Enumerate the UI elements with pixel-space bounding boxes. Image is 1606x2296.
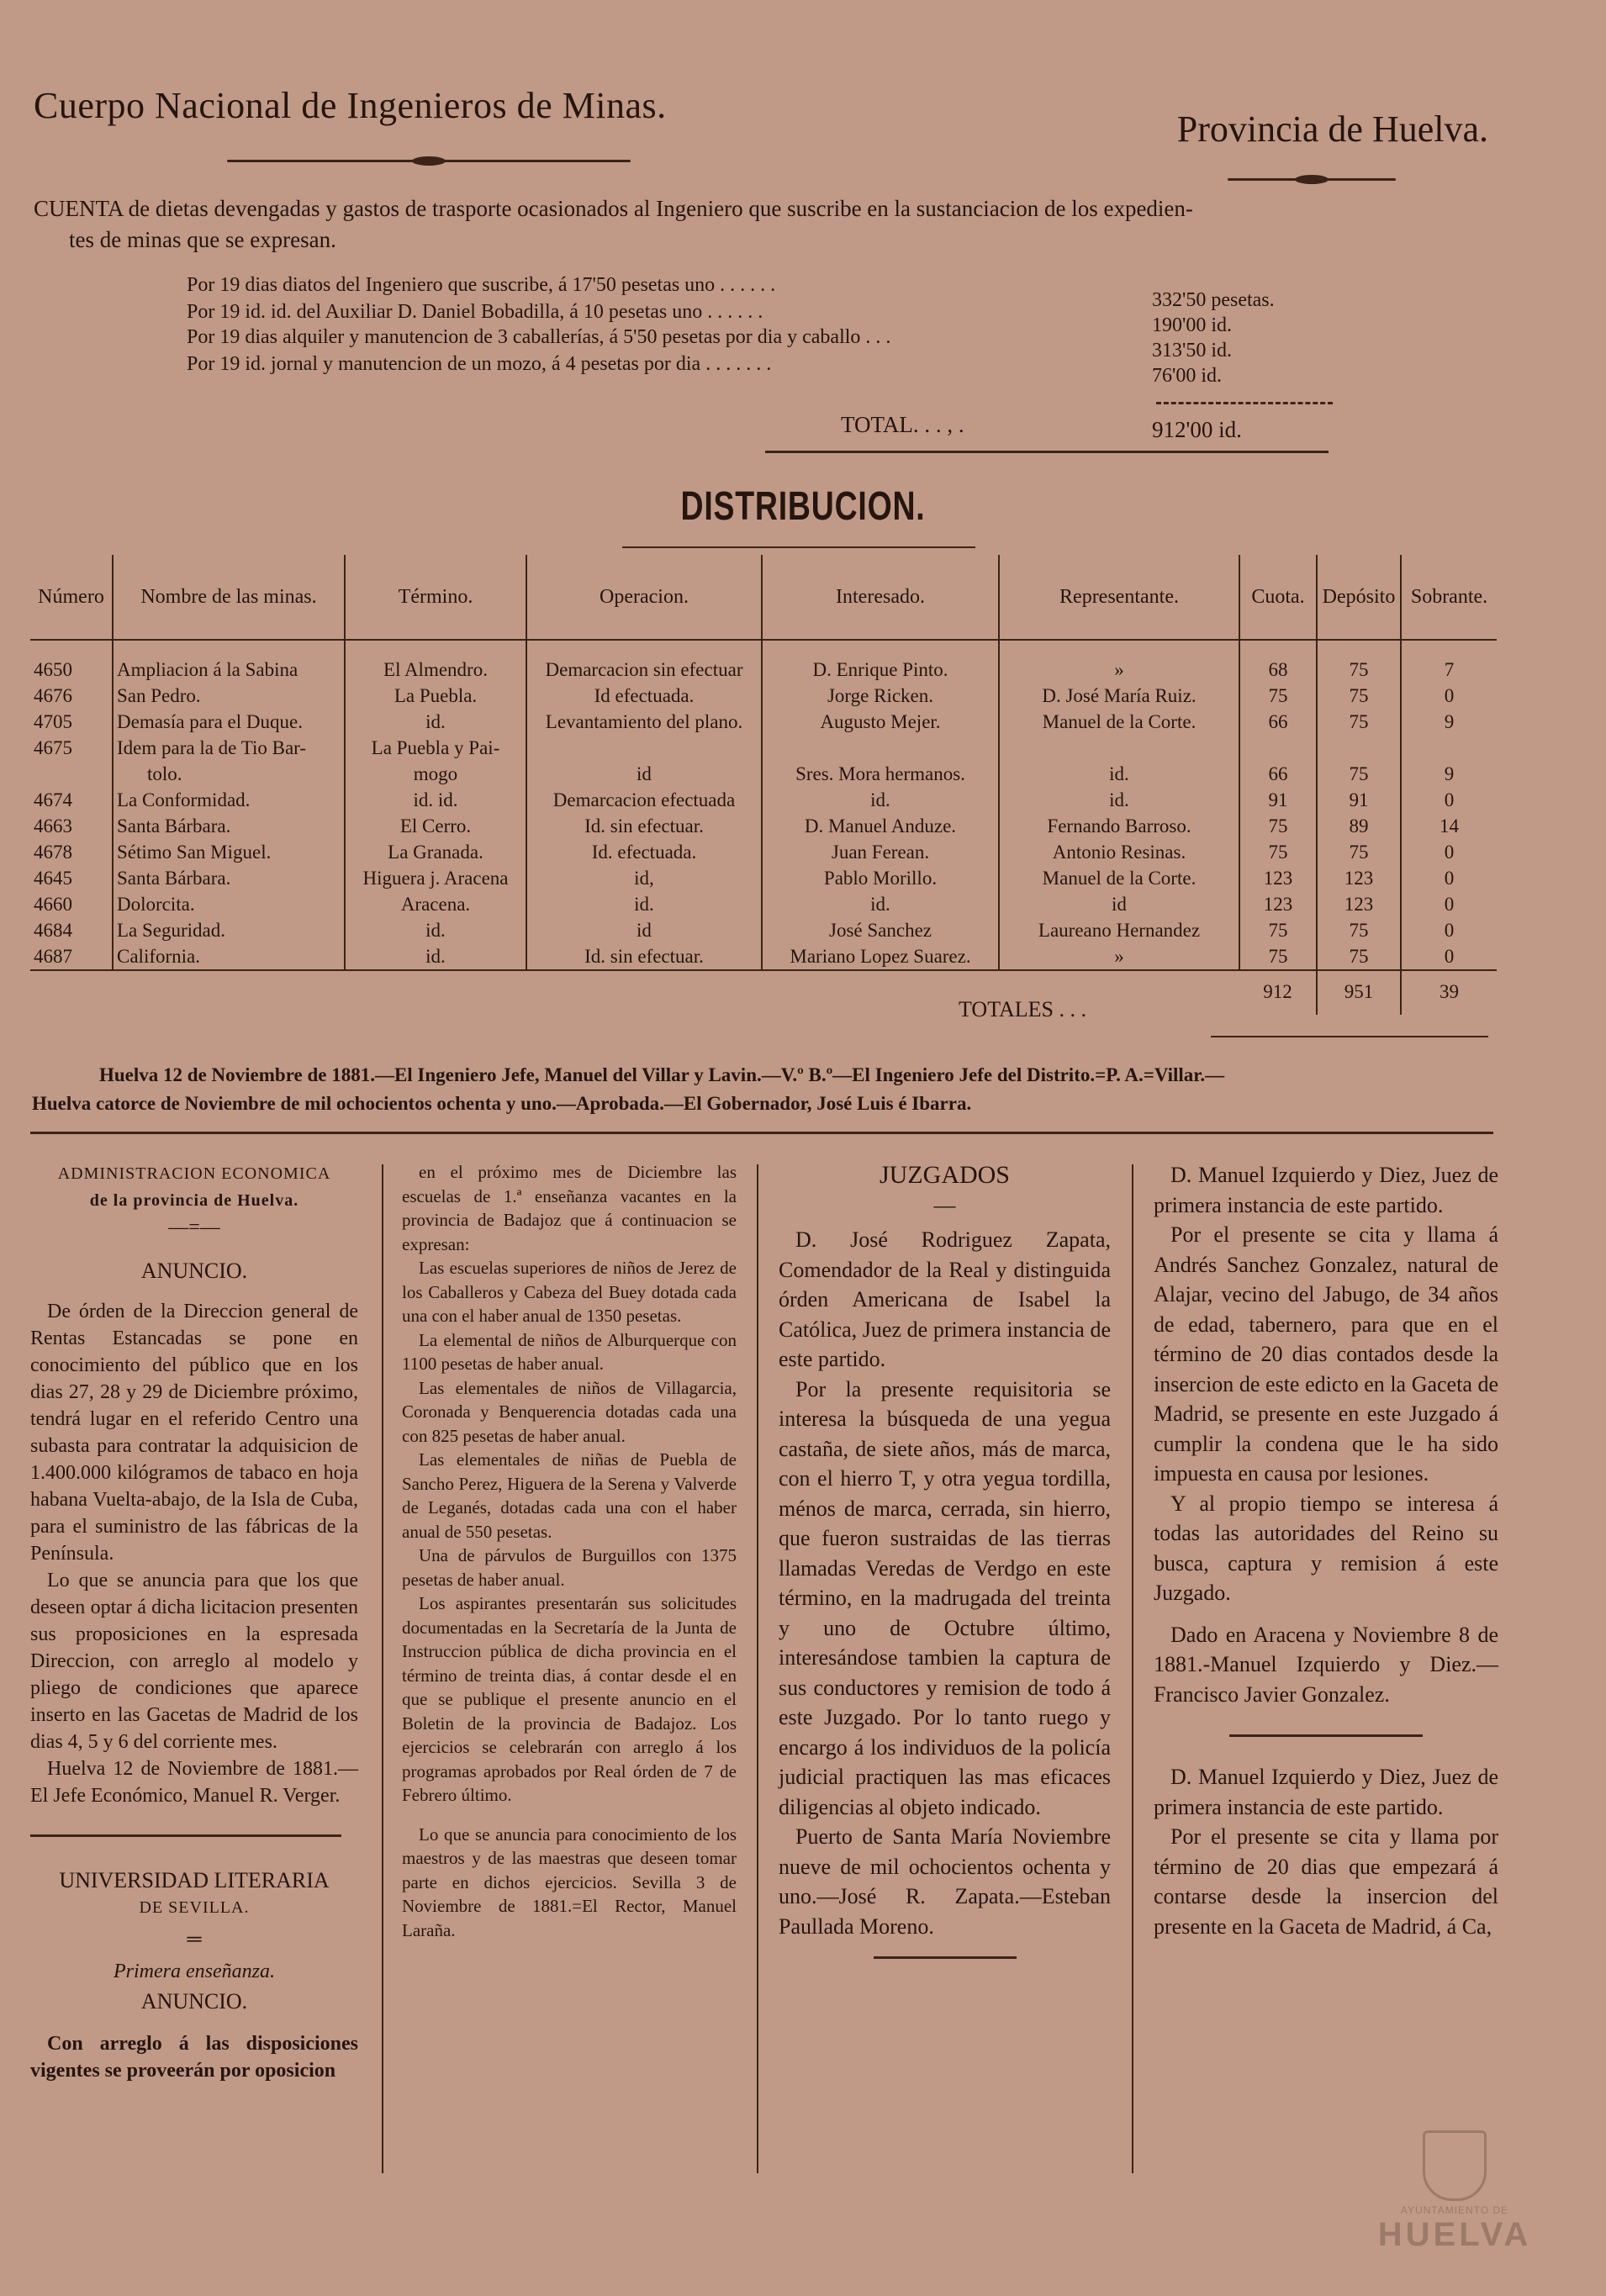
cell: 89 <box>1317 813 1401 839</box>
cell: 4705 <box>30 709 113 735</box>
paragraph: D. José Rodriguez Zapata, Comendador de la Real y distinguida órden Americana de Isabel la Católica, Juez de primera instancia de este partido. <box>779 1227 1111 1371</box>
cost-amount: 332'50 pesetas. <box>1152 289 1275 311</box>
cell <box>30 761 113 787</box>
table-row <box>30 943 1497 970</box>
total-underline <box>765 451 1329 453</box>
total-amount: 912'00 id. <box>1152 417 1242 442</box>
universidad-heading: UNIVERSIDAD LITERARIA <box>59 1868 330 1892</box>
cell: California. <box>113 943 345 970</box>
cell: 0 <box>1444 894 1455 915</box>
paragraph: La elemental de niños de Alburquerque con 1100 pesetas de haber anual. <box>402 1329 737 1374</box>
header-cuota: Cuota. <box>1239 555 1317 640</box>
paragraph: Los aspirantes presentarán sus solicitudes documentadas en la Secretaría de la Junta de Instruccion pública de dicha provincia en el término de treinta dias, á contar desde el en que se publique el presente anuncio en el Boletin de la provincia de Badajoz. Los ejercicios se celebrarán con arreglo á los programas aprobados por Real órden de 7 de Febrero último. <box>402 1593 737 1805</box>
coat-of-arms-icon <box>1423 2130 1487 2201</box>
cell: Pablo Morillo. <box>762 865 999 891</box>
cell: 68 <box>1239 640 1317 683</box>
cell: 123 <box>1239 891 1317 917</box>
watermark-small: AYUNTAMIENTO DE <box>1400 2204 1509 2216</box>
paragraph: Las escuelas superiores de niños de Jerez de los Caballeros y Cabeza del Buey dotada cada una con el haber anual de 1350 pesetas. <box>402 1258 737 1326</box>
cell: Higuera j. Aracena <box>345 865 526 891</box>
cell: mogo <box>345 761 526 787</box>
cell: Laureano Hernandez <box>999 917 1239 943</box>
cell: 4684 <box>30 917 113 943</box>
header-numero: Número <box>30 555 113 640</box>
archive-watermark <box>1371 2130 1539 2254</box>
header-left: Cuerpo Nacional de Ingenieros de Minas. <box>34 85 667 126</box>
universidad-primera: Primera enseñanza. <box>114 1961 275 1982</box>
header-sobrante: Sobrante. <box>1401 555 1497 640</box>
paragraph: Y al propio tiempo se interesa á todas las autoridades del Reino su busca, captura y remision á este Juzgado. <box>1154 1491 1498 1605</box>
paragraph: Lo que se anuncia para que los que deseen optar á dicha licitacion presenten sus proposiciones en la espresada Direccion, con arreglo al modelo y pliego de condiciones que aparece inserto en las Gacetas de Madrid de los dias 4, 5 y 6 del corriente mes. <box>30 1570 358 1753</box>
header-right: Provincia de Huelva. <box>1176 108 1488 150</box>
paragraph: en el próximo mes de Diciembre las escuelas de 1.ª enseñanza vacantes en la provincia de Badajoz que á continuacion se expresan: <box>402 1162 737 1254</box>
cell: id. <box>345 709 526 735</box>
totals-underline <box>1211 1036 1488 1037</box>
cell: D. José María Ruiz. <box>999 683 1239 709</box>
totals-label: TOTALES . . . <box>959 997 1086 1021</box>
subtotal-rule <box>1156 402 1333 404</box>
cell: Sétimo San Miguel. <box>113 839 345 865</box>
cell: 0 <box>1444 842 1455 863</box>
cell: Id efectuada. <box>526 683 762 709</box>
cell: 0 <box>1444 920 1455 941</box>
cell: 4660 <box>30 891 113 917</box>
cell: La Puebla. <box>345 683 526 709</box>
total-deposito: 951 <box>1317 970 1401 1015</box>
cell: Id. efectuada. <box>526 839 762 865</box>
header-deposito: Depósito <box>1317 555 1401 640</box>
cell: El Almendro. <box>345 640 526 683</box>
cell: 7 <box>1444 659 1455 680</box>
cell: 75 <box>1239 839 1317 865</box>
cell: 14 <box>1440 815 1459 837</box>
paragraph: Por el presente se cita y llama á Andrés Sanchez Gonzalez, natural de Alajar, vecino del Jabugo, de 34 años de edad, tabernero, para que en el término de 20 dias contados desde la insercion de este edicto en la Gaceta de Madrid, se presente en este Juzgado á cumplir la condena que le ha sido impuesta en causa por lesiones. <box>1154 1222 1498 1486</box>
cell: id. <box>762 891 999 917</box>
cell: 123 <box>1239 865 1317 891</box>
juzgados-dash: — <box>933 1192 956 1217</box>
cell: id <box>526 761 762 787</box>
paragraph: Dado en Aracena y Noviembre 8 de 1881.-Manuel Izquierdo y Diez.—Francisco Javier Gonzalez. <box>1154 1622 1498 1707</box>
cell: 66 <box>1239 761 1317 787</box>
cell: D. Enrique Pinto. <box>762 640 999 683</box>
cell: Demarcacion sin efectuar <box>526 640 762 683</box>
column-divider <box>30 1834 341 1837</box>
cell: 75 <box>1239 917 1317 943</box>
cell: 91 <box>1317 787 1401 813</box>
cell: 123 <box>1317 891 1401 917</box>
cost-label: Por 19 dias diatos del Ingeniero que suscribe, á 17'50 pesetas uno . . . . . . <box>187 274 776 296</box>
cell: 0 <box>1444 946 1455 967</box>
cell: Manuel de la Corte. <box>999 865 1239 891</box>
paragraph: De órden de la Direccion general de Rentas Estancadas se pone en conocimiento del público que en los dias 27, 28 y 29 de Diciembre próximo, tendrá lugar en el referido Centro una subasta para contratar la adquisicion de 1.400.000 kilógramos de tabaco en hoja habana Vuelta-abajo, de la Isla de Cuba, para el suministro de las fábricas de la Península. <box>30 1301 358 1565</box>
signature-line1: Huelva 12 de Noviembre de 1881.—El Ingeniero Jefe, Manuel del Villar y Lavin.—V.º B.º—El Ingeniero Jefe del Distrito.=P. A.=Villar.— <box>99 1064 1225 1085</box>
cell: id. <box>999 787 1239 813</box>
cell: 75 <box>1317 709 1401 735</box>
cell: D. Manuel Anduze. <box>762 813 999 839</box>
cell: Augusto Mejer. <box>762 709 999 735</box>
cell: 4678 <box>30 839 113 865</box>
cell <box>526 735 762 761</box>
signature-line2: Huelva catorce de Noviembre de mil ochocientos ochenta y uno.—Aprobada.—El Gobernador, José Luis é Ibarra. <box>32 1093 972 1114</box>
table-row <box>30 683 1497 709</box>
cell: La Seguridad. <box>113 917 345 943</box>
total-sobrante: 39 <box>1401 970 1497 1015</box>
cell: Sres. Mora hermanos. <box>762 761 999 787</box>
header-operacion: Operacion. <box>526 555 762 640</box>
paragraph: Las elementales de niñas de Puebla de Sancho Perez, Higuera de la Serena y Valverde de Leganés, dotadas cada una con el haber anual de 550 pesetas. <box>402 1449 737 1542</box>
cell <box>1401 735 1497 761</box>
cell: Santa Bárbara. <box>113 813 345 839</box>
cuenta-line2: tes de minas que se expresan. <box>69 227 336 252</box>
admin-subheading: de la provincia de Huelva. <box>89 1191 299 1210</box>
table-row <box>30 735 1497 761</box>
table-header-row <box>30 555 1497 640</box>
header-representante: Representante. <box>999 555 1239 640</box>
cost-amount: 76'00 id. <box>1152 365 1222 387</box>
table-row <box>30 787 1497 813</box>
cell: Juan Ferean. <box>762 839 999 865</box>
table-row <box>30 640 1497 683</box>
cell: La Granada. <box>345 839 526 865</box>
cell: Fernando Barroso. <box>999 813 1239 839</box>
universidad-sub: DE SEVILLA. <box>139 1898 250 1917</box>
table-row <box>30 917 1497 943</box>
paragraph: Lo que se anuncia para conocimiento de los maestros y de las maestras que deseen tomar parte en dichos ejercicios. Sevilla 3 de Noviembre de 1881.=El Rector, Manuel Laraña. <box>402 1824 737 1940</box>
cell: 4645 <box>30 865 113 891</box>
cell: id. <box>345 943 526 970</box>
column-divider <box>874 1956 1017 1959</box>
cell: 4675 <box>30 735 113 761</box>
cost-amount: 313'50 id. <box>1152 340 1232 362</box>
table-row <box>30 839 1497 865</box>
table-row <box>30 709 1497 735</box>
cell: 66 <box>1239 709 1317 735</box>
cell: José Sanchez <box>762 917 999 943</box>
cell: 75 <box>1317 917 1401 943</box>
anuncio-heading: ANUNCIO. <box>140 1259 248 1283</box>
table-row <box>30 813 1497 839</box>
cell: 4676 <box>30 683 113 709</box>
column-rule <box>757 1164 758 2173</box>
paragraph: Una de párvulos de Burguillos con 1375 pesetas de haber anual. <box>402 1545 737 1590</box>
universidad-anuncio: ANUNCIO. <box>140 1989 248 2014</box>
cell: Demarcacion efectuada <box>526 787 762 813</box>
cell <box>1239 735 1317 761</box>
cell: Manuel de la Corte. <box>999 709 1239 735</box>
cell: id. <box>345 917 526 943</box>
cell: Id. sin efectuar. <box>526 813 762 839</box>
cell: Santa Bárbara. <box>113 865 345 891</box>
cell <box>999 735 1239 761</box>
cell <box>762 735 999 761</box>
cell: 4674 <box>30 787 113 813</box>
cell: 75 <box>1317 683 1401 709</box>
table-totals-row <box>30 970 1497 1015</box>
table-row <box>30 891 1497 917</box>
cell: Dolorcita. <box>113 891 345 917</box>
cell: 75 <box>1317 839 1401 865</box>
cost-amount: 190'00 id. <box>1152 314 1232 336</box>
cell: id, <box>526 865 762 891</box>
column-edictos <box>1154 1160 1498 1941</box>
cell: Antonio Resinas. <box>999 839 1239 865</box>
distribution-table <box>30 555 1497 1015</box>
column-juzgados <box>779 1160 1111 1974</box>
cell: id <box>999 891 1239 917</box>
paragraph: Por la presente requisitoria se interesa la búsqueda de una yegua castaña, de siete años, más de marca, con el hierro T, y otra yegua tordilla, ménos de marca, cerrada, sin hierro, que fueron sustraidas de las tierras llamadas Veredas de Verdgo en este término, en la madrugada del treinta y uno de Octubre último, interesándose tambien la captura de sus conductores y remision de todo á este Juzgado. Por lo tanto ruego y encargo á los individuos de la policía judicial practiquen las mas eficaces diligencias al objeto indicado. <box>779 1376 1111 1819</box>
cell: Idem para la de Tio Bar- <box>113 735 345 761</box>
cell: 9 <box>1444 711 1455 732</box>
distribucion-title: DISTRIBUCION. <box>680 484 926 529</box>
total-label: TOTAL. . . , . <box>841 412 964 437</box>
cell: 91 <box>1239 787 1317 813</box>
cost-label: Por 19 id. id. del Auxiliar D. Daniel Bobadilla, á 10 pesetas uno . . . . . . <box>187 301 763 323</box>
cell: 75 <box>1239 813 1317 839</box>
cell: 9 <box>1444 763 1455 784</box>
header-ornament-right <box>1228 178 1396 181</box>
cell: Aracena. <box>345 891 526 917</box>
cell: » <box>999 640 1239 683</box>
cell: La Conformidad. <box>113 787 345 813</box>
distribucion-rule <box>622 546 975 548</box>
cell: 0 <box>1444 789 1455 810</box>
juzgados-heading: JUZGADOS <box>879 1161 1010 1189</box>
cell: San Pedro. <box>113 683 345 709</box>
paragraph: Por el presente se cita y llama por término de 20 dias que empezará á contarse desde la insercion del presente en la Gaceta de Madrid, á Ca, <box>1154 1824 1498 1939</box>
cell: id. <box>526 891 762 917</box>
cell: » <box>999 943 1239 970</box>
signature-block <box>32 1061 1545 1118</box>
cell: 75 <box>1317 640 1401 683</box>
paragraph: Las elementales de niños de Villagarcia, Coronada y Benquerencia dotadas cada una con 825 pesetas de haber anual. <box>402 1377 737 1446</box>
cell: 75 <box>1317 761 1401 787</box>
cell: 4650 <box>30 640 113 683</box>
header-nombre: Nombre de las minas. <box>113 555 345 640</box>
cell: 123 <box>1317 865 1401 891</box>
universidad-ornament: ═ <box>187 1929 202 1950</box>
column-rule <box>382 1164 383 2173</box>
cell: Id. sin efectuar. <box>526 943 762 970</box>
column-escuelas <box>402 1160 737 1942</box>
cell: 75 <box>1239 683 1317 709</box>
cell: id. id. <box>345 787 526 813</box>
paragraph: Huelva 12 de Noviembre de 1881.—El Jefe Económico, Manuel R. Verger. <box>30 1758 358 1807</box>
cell: Jorge Ricken. <box>762 683 999 709</box>
cell: Mariano Lopez Suarez. <box>762 943 999 970</box>
watermark-big: HUELVA <box>1377 2216 1532 2253</box>
cost-label: Por 19 dias alquiler y manutencion de 3 caballerías, á 5'50 pesetas por dia y caballo . . . <box>187 326 891 348</box>
cell: id. <box>999 761 1239 787</box>
cell: 75 <box>1317 943 1401 970</box>
cell: 4687 <box>30 943 113 970</box>
header-ornament-left <box>227 160 631 162</box>
paragraph: Con arreglo á las disposiciones vigentes se proveerán por oposicion <box>30 2033 358 2082</box>
column-administracion <box>30 1160 358 2084</box>
cell: Ampliacion á la Sabina <box>113 640 345 683</box>
cell: 4663 <box>30 813 113 839</box>
paragraph: Puerto de Santa María Noviembre nueve de mil ochocientos ochenta y uno.—José R. Zapata.—Esteban Paullada Moreno. <box>779 1824 1111 1939</box>
header-termino: Término. <box>345 555 526 640</box>
table-row <box>30 761 1497 787</box>
cell: tolo. <box>113 761 345 787</box>
cuenta-line1: CUENTA de dietas devengadas y gastos de trasporte ocasionados al Ingeniero que suscribe en la sustanciacion de los expedien- <box>34 196 1193 221</box>
cell: 75 <box>1239 943 1317 970</box>
admin-dash: —=— <box>168 1217 220 1238</box>
column-rule <box>1132 1164 1133 2173</box>
cell: La Puebla y Pai- <box>345 735 526 761</box>
section-divider <box>30 1132 1493 1134</box>
cell <box>1317 735 1401 761</box>
header-interesado: Interesado. <box>762 555 999 640</box>
paragraph: D. Manuel Izquierdo y Diez, Juez de primera instancia de este partido. <box>1154 1765 1498 1819</box>
cell: id. <box>762 787 999 813</box>
cell: Demasía para el Duque. <box>113 709 345 735</box>
admin-heading: ADMINISTRACION ECONOMICA <box>57 1164 331 1183</box>
paragraph: D. Manuel Izquierdo y Diez, Juez de primera instancia de este partido. <box>1154 1163 1498 1217</box>
column-divider <box>1229 1734 1423 1737</box>
cell: id <box>526 917 762 943</box>
cost-label: Por 19 id. jornal y manutencion de un mozo, á 4 pesetas por dia . . . . . . . <box>187 353 772 375</box>
cuenta-intro <box>34 193 1522 256</box>
cell: 0 <box>1444 868 1455 889</box>
table-row <box>30 865 1497 891</box>
cell: El Cerro. <box>345 813 526 839</box>
cell: 0 <box>1444 685 1455 706</box>
total-cuota: 912 <box>1239 970 1317 1015</box>
cell: Levantamiento del plano. <box>526 709 762 735</box>
